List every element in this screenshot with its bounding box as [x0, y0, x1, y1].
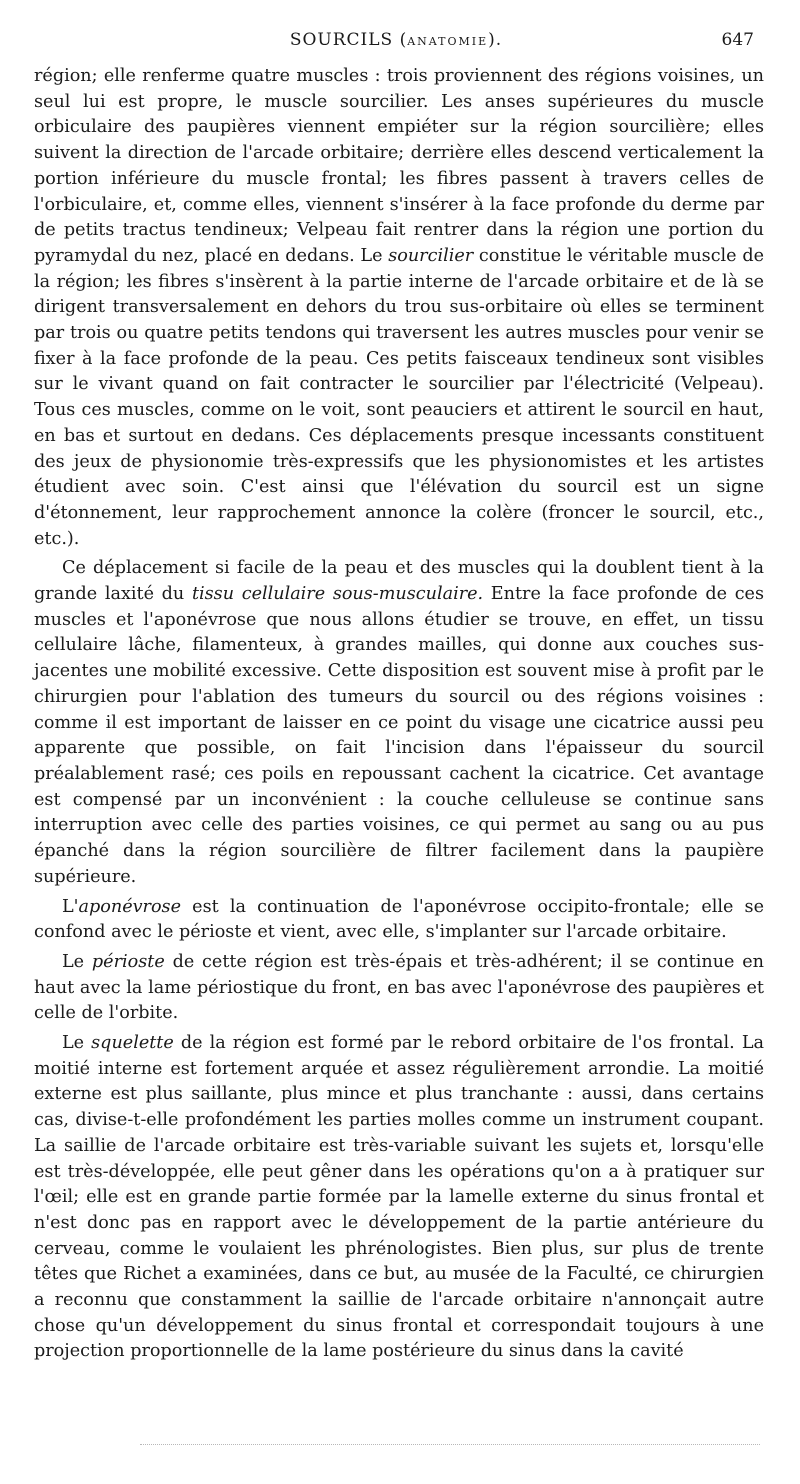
title-main: SOURCILS ( [289, 30, 408, 50]
text-run: de la région est formé par le rebord orbitaire de l'os frontal. La moitié interne est fortement arquée et assez régulièrement arrondie. La moitié externe est plus saillante, plus mince et plus tranchante : aussi, dans certains cas, divise-t-elle profondément les parties molles comme un instrument coupant. La saillie de l'arcade orbitaire est très-variable suivant les sujets et, lorsqu'elle est très-développée, elle peut gêner dans les opérations qu'on a à pratiquer sur l'œil; elle est en grande partie formée par la lamelle externe du sinus frontal et n'est donc pas en rapport avec le développement de la partie antérieure du cerveau, comme le voulaient les phrénologistes. Bien plus, sur plus de trente têtes que Richet a examinées, dans ce but, au musée de la Faculté, ce chirurgien a reconnu que constamment la saillie de l'arcade orbitaire n'annonçait autre chose qu'un développement du sinus frontal et correspondait toujours à une projection proportionnelle de la lame postérieure du sinus dans la cavité [34, 1033, 764, 1362]
paragraph-1 [34, 64, 764, 552]
running-title [32, 30, 760, 50]
text-run: Le [62, 1033, 92, 1054]
text-run: L' [62, 896, 79, 917]
title-small-caps: ANATOMIE [407, 35, 489, 48]
footer-rule [140, 1444, 760, 1445]
paragraph-4 [34, 950, 764, 1027]
text-run: Entre la face profonde de ces muscles et l'aponévrose que nous allons étudier se trouve, en effet, un tissu cellulaire lâche, filamenteux, à grandes mailles, qui donne aux couches sus-jacentes une mobilité excessive. Cette disposition est souvent mise à profit par le chirurgien pour l'ablation des tumeurs du sourcil ou des régions voisines : comme il est important de laisser en ce point du visage une cicatrice aussi peu apparente que possible, on fait l'incision dans l'épaisseur du sourcil préalablement rasé; ces poils en repoussant cachent la cicatrice. Cet avantage est compensé par un inconvénient : la couche celluleuse se continue sans interruption avec celle des parties voisines, ce qui permet au sang ou au pus épanché dans la région sourcilière de filtrer facilement dans la paupière supérieure. [34, 584, 764, 887]
title-end: ). [488, 30, 503, 50]
paragraph-3 [34, 895, 764, 946]
italic-term: squelette [91, 1033, 174, 1054]
text-run: constitue le véritable muscle de la région; les fibres s'insèrent à la partie interne de l'arcade orbitaire et de là se dirigent transversalement en dehors du trou sus-orbitaire où elles se terminent par trois ou quatre petits tendons qui traversent les autres muscles pour venir se fixer à la face profonde de la peau. Ces petits faisceaux tendineux sont visibles sur le vivant quand on fait contracter le sourcilier par l'électricité (Velpeau). Tous ces muscles, comme on le voit, sont peauciers et attirent le sourcil en haut, en bas et surtout en dedans. Ces déplacements presque incessants constituent des jeux de physionomie très-expressifs que les physionomistes et les artistes étudient avec soin. C'est ainsi que l'élévation du sourcil est un signe d'étonnement, leur rapprochement annonce la colère (froncer le sourcil, etc., etc.). [34, 245, 764, 549]
text-run: région; elle renferme quatre muscles : trois proviennent des régions voisines, un seul lui est propre, le muscle sourcilier. Les anses supérieures du muscle orbiculaire des paupières viennent empiéter sur la région sourcilière; elles suivent la direction de l'arcade orbitaire; derrière elles descend verticalement la portion inférieure du muscle frontal; les fibres passent à travers celles de l'orbiculaire, et, comme elles, viennent s'insérer à la face profonde du derme par de petits tractus tendineux; Velpeau fait rentrer dans la région une portion du pyramydal du nez, placé en dedans. Le [34, 66, 764, 266]
page-number: 647 [721, 30, 754, 50]
text-run: Le [62, 951, 92, 972]
body-text [34, 64, 764, 1369]
text-run: est la continuation de l'aponévrose occipito-frontale; elle se confond avec le périoste et vient, avec elle, s'implanter sur l'arcade orbitaire. [34, 896, 764, 943]
paragraph-5 [34, 1031, 764, 1365]
text-run: Ce déplacement si facile de la peau et des muscles qui la doublent tient à la grande laxité du [34, 558, 764, 605]
running-header [32, 30, 760, 58]
italic-term: aponévrose [78, 896, 182, 917]
italic-term: sourcilier [388, 245, 474, 266]
italic-term: périoste [91, 951, 165, 972]
italic-term: tissu cellulaire sous-musculaire. [191, 584, 484, 605]
text-run: de cette région est très-épais et très-adhérent; il se continue en haut avec la lame périostique du front, en bas avec l'aponévrose des paupières et celle de l'orbite. [34, 951, 764, 1024]
paragraph-2 [34, 556, 764, 890]
